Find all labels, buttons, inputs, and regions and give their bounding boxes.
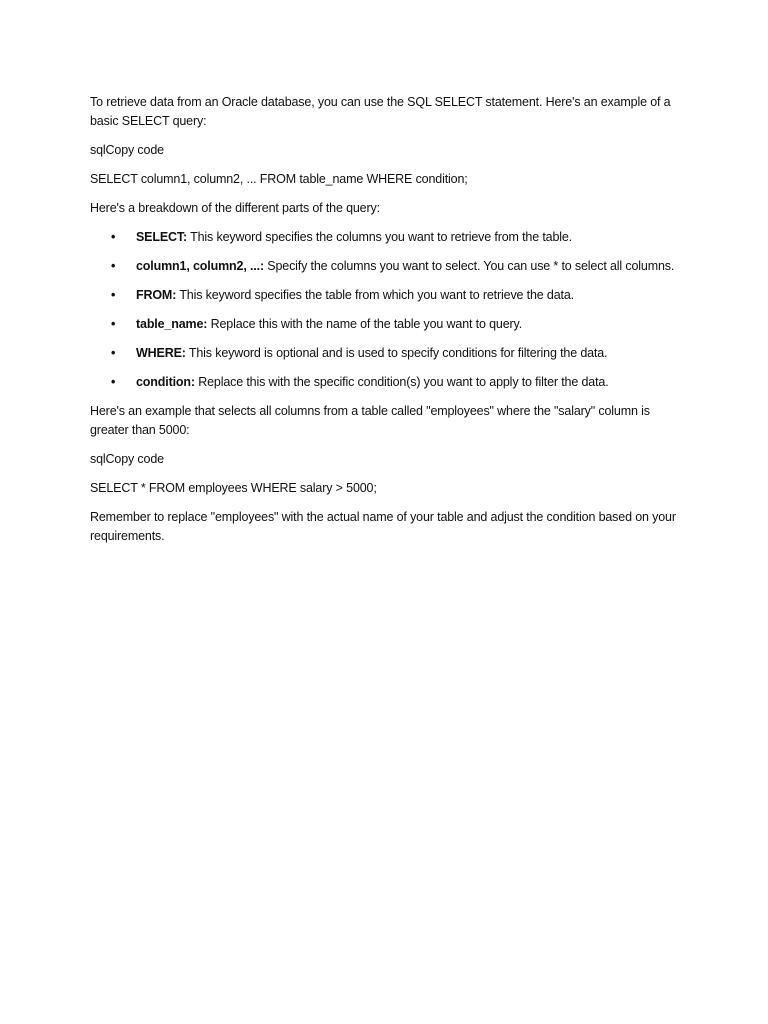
list-item [90, 373, 680, 392]
list-item-text: Replace this with the specific condition(s) you want to apply to filter the data. [194, 375, 609, 389]
list-item-term: column1, column2, ...: [136, 259, 264, 273]
bullet-icon: • [111, 317, 116, 331]
list-item-text: Replace this with the name of the table you want to query. [207, 317, 523, 331]
list-item [90, 286, 680, 305]
bullet-icon: • [111, 375, 116, 389]
bullet-icon: • [111, 230, 116, 244]
closing-paragraph: Remember to replace "employees" with the actual name of your table and adjust the condition based on your requirements. [90, 510, 676, 543]
document-body [90, 93, 680, 556]
list-item-term: FROM: [136, 288, 177, 302]
list-item-text: This keyword is optional and is used to specify conditions for filtering the data. [185, 346, 608, 360]
bullet-icon: • [111, 346, 116, 360]
breakdown-intro: Here's a breakdown of the different parts of the query: [90, 201, 380, 215]
bullet-icon: • [111, 288, 116, 302]
code-snippet: SELECT column1, column2, ... FROM table_name WHERE condition; [90, 172, 468, 186]
list-item-text: This keyword specifies the table from which you want to retrieve the data. [176, 288, 574, 302]
code-snippet: SELECT * FROM employees WHERE salary > 5000; [90, 481, 377, 495]
list-item [90, 315, 680, 334]
bullet-icon: • [111, 259, 116, 273]
list-item [90, 344, 680, 363]
code-label: sqlCopy code [90, 143, 164, 157]
list-item [90, 257, 680, 276]
list-item [90, 228, 680, 247]
list-item-text: Specify the columns you want to select. You can use * to select all columns. [263, 259, 675, 273]
code-label: sqlCopy code [90, 452, 164, 466]
list-item-term: condition: [136, 375, 195, 389]
list-item-text: This keyword specifies the columns you want to retrieve from the table. [187, 230, 573, 244]
list-item-term: table_name: [136, 317, 208, 331]
list-item-term: SELECT: [136, 230, 188, 244]
query-parts-list [90, 228, 680, 392]
example-intro: Here's an example that selects all columns from a table called "employees" where the "salary" column is greater than 5000: [90, 404, 650, 437]
intro-paragraph: To retrieve data from an Oracle database, you can use the SQL SELECT statement. Here's an example of a basic SELECT query: [90, 95, 671, 128]
list-item-term: WHERE: [136, 346, 186, 360]
